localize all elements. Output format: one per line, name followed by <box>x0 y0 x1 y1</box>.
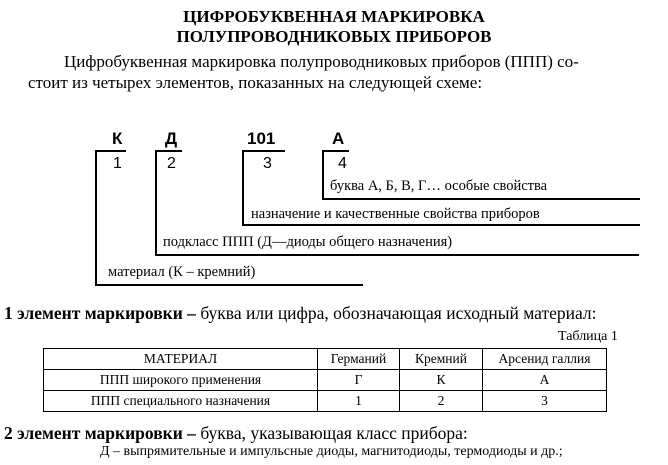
element-2-bold: 2 элемент маркировки – <box>4 423 196 443</box>
intro-line-2: стоит из четырех элементов, показанных на следующей схеме: <box>28 73 483 92</box>
element-number-4: 4 <box>338 155 347 172</box>
element-2-heading <box>4 423 468 444</box>
desc-feature: буква А, Б, В, Г… особые свойства <box>330 178 548 194</box>
desc-purpose: назначение и качественные свойства приборов <box>251 206 540 222</box>
underline-code-4 <box>323 150 349 152</box>
material-table <box>43 348 607 412</box>
table-header-cell: Германий <box>318 349 400 370</box>
desc-subclass: подкласс ППП (Д—диоды общего назначения) <box>163 234 453 250</box>
element-2-text: буква, указывающая класс прибора: <box>195 423 468 443</box>
table-row <box>44 391 607 412</box>
table-cell: ППП широкого применения <box>44 370 318 391</box>
table-header-cell: МАТЕРИАЛ <box>44 349 318 370</box>
table-cell: Г <box>318 370 400 391</box>
table-cell: ППП специального назначения <box>44 391 318 412</box>
bracket-base-2 <box>155 254 639 256</box>
code-subclass: Д <box>165 129 178 148</box>
underline-code-3 <box>243 150 285 152</box>
underline-code-2 <box>156 150 182 152</box>
bracket-line-1 <box>95 150 97 285</box>
table-cell: 2 <box>400 391 483 412</box>
bracket-base-1 <box>95 284 363 286</box>
page-subtitle: ПОЛУПРОВОДНИКОВЫХ ПРИБОРОВ <box>176 27 492 46</box>
element-number-3: 3 <box>263 155 272 172</box>
table-cell: А <box>483 370 607 391</box>
element-1-heading <box>4 303 597 324</box>
table-cell: 1 <box>318 391 400 412</box>
bracket-line-2 <box>155 150 157 255</box>
code-purpose: 101 <box>247 129 276 148</box>
desc-material: материал (К – кремний) <box>108 264 256 280</box>
bracket-base-3 <box>242 224 640 226</box>
element-1-text: буква или цифра, обозначающая исходный материал: <box>195 303 597 323</box>
page-title: ЦИФРОБУКВЕННАЯ МАРКИРОВКА <box>183 7 485 26</box>
element-number-1: 1 <box>113 155 122 172</box>
class-footnote: Д – выпрямительные и импульсные диоды, магнитодиоды, термодиоды и др.; <box>100 444 563 459</box>
table-header-cell: Арсенид галлия <box>483 349 607 370</box>
element-number-2: 2 <box>167 155 176 172</box>
code-feature: А <box>332 129 345 148</box>
table-cell: К <box>400 370 483 391</box>
underline-code-1 <box>96 150 126 152</box>
intro-line-1: Цифробуквенная маркировка полупроводниковых приборов (ППП) со- <box>64 52 579 71</box>
table-caption: Таблица 1 <box>558 329 618 344</box>
code-material: К <box>112 129 123 148</box>
table-cell: 3 <box>483 391 607 412</box>
element-1-bold: 1 элемент маркировки – <box>4 303 196 323</box>
table-header-row <box>44 349 607 370</box>
table-header-cell: Кремний <box>400 349 483 370</box>
bracket-line-4 <box>322 150 324 199</box>
table-row <box>44 370 607 391</box>
bracket-base-4 <box>322 198 640 200</box>
bracket-line-3 <box>242 150 244 225</box>
